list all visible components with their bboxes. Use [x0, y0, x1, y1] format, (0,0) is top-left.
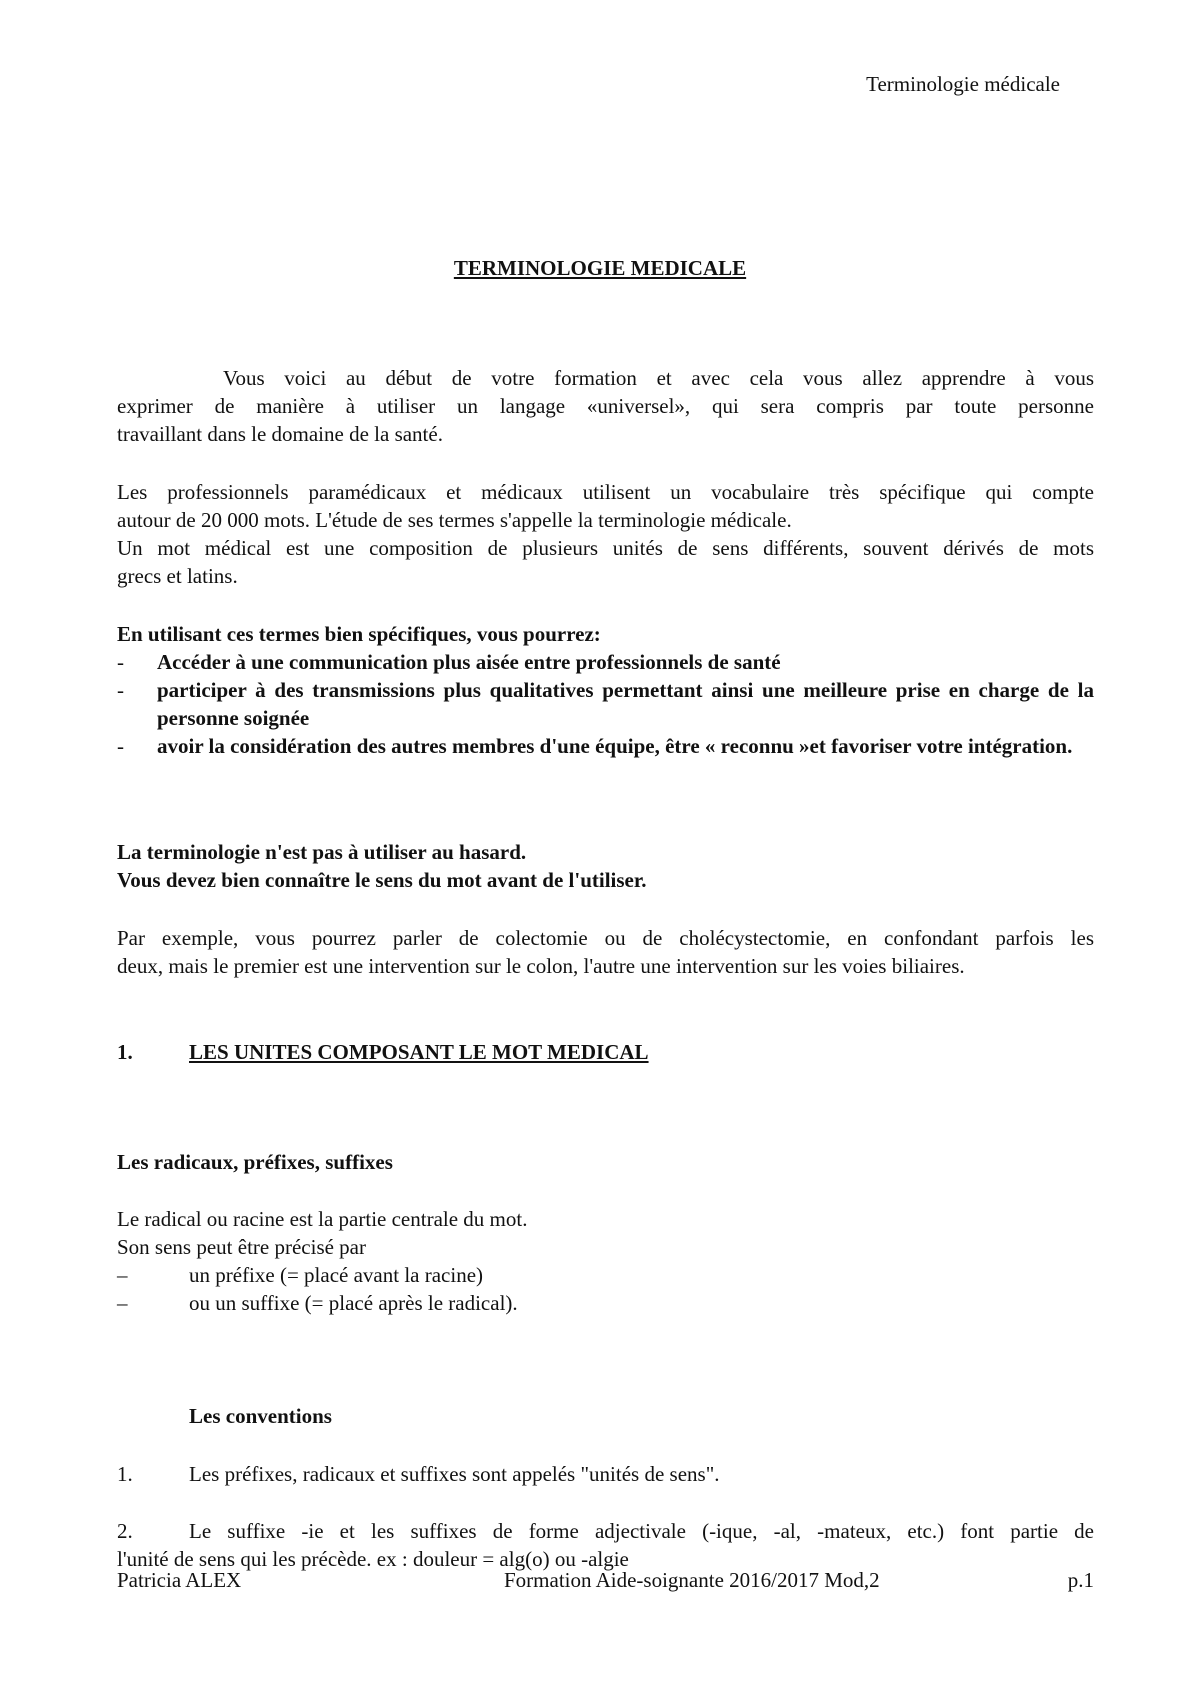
- section-title: LES UNITES COMPOSANT LE MOT MEDICAL: [189, 1040, 649, 1064]
- warning-block: [117, 838, 1094, 894]
- document-title: TERMINOLOGIE MEDICALE: [453, 256, 747, 280]
- benefits-list: [117, 648, 1094, 760]
- warning-line: Vous devez bien connaître le sens du mot avant de l'utiliser.: [117, 868, 647, 892]
- vocabulary-line: Un mot médical est une composition de plusieurs unités de sens différents, souvent dérivés de mots: [117, 536, 1094, 560]
- vocabulary-line: Les professionnels paramédicaux et médicaux utilisent un vocabulaire très spécifique qui compte: [117, 480, 1094, 504]
- list-item: [117, 732, 1094, 760]
- vocabulary-line: grecs et latins.: [117, 564, 238, 588]
- section-number: 1.: [117, 1040, 133, 1064]
- vocabulary-paragraph: [117, 478, 1094, 590]
- example-paragraph: [117, 924, 1094, 980]
- intro-paragraph: [117, 364, 1094, 448]
- list-item: [117, 676, 1094, 732]
- radical-line: Le radical ou racine est la partie centrale du mot.: [117, 1207, 528, 1231]
- convention-number: 1.: [117, 1462, 133, 1486]
- warning-line: La terminologie n'est pas à utiliser au hasard.: [117, 840, 527, 864]
- example-line: Par exemple, vous pourrez parler de colectomie ou de cholécystectomie, en confondant parfois les: [117, 926, 1094, 950]
- benefits-block: [117, 620, 1094, 760]
- convention-number: 2.: [117, 1519, 133, 1543]
- intro-line: travaillant dans le domaine de la santé.: [117, 422, 443, 446]
- running-header: Terminologie médicale: [866, 72, 1060, 96]
- list-item-text: ou un suffixe (= placé après le radical).: [189, 1291, 518, 1315]
- footer-author: Patricia ALEX: [117, 1568, 242, 1592]
- convention-text: l'unité de sens qui les précède. ex : douleur = alg(o) ou -algie: [117, 1547, 629, 1571]
- benefits-lead: En utilisant ces termes bien spécifiques, vous pourrez:: [117, 622, 601, 646]
- footer-course: Formation Aide-soignante 2016/2017 Mod,2: [504, 1568, 880, 1592]
- footer-page-number: p.1: [1067, 1568, 1094, 1592]
- subsection-heading: Les conventions: [189, 1404, 332, 1428]
- vocabulary-line: autour de 20 000 mots. L'étude de ses termes s'appelle la terminologie médicale.: [117, 508, 792, 532]
- radical-paragraph: [117, 1205, 1094, 1317]
- convention-item: [117, 1517, 1094, 1573]
- subsection-heading: Les radicaux, préfixes, suffixes: [117, 1150, 393, 1174]
- dash-bullet: -: [117, 678, 124, 702]
- dash-bullet: –: [117, 1263, 128, 1287]
- intro-line: Vous voici au début de votre formation et avec cela vous allez apprendre à vous: [223, 366, 1094, 390]
- dash-bullet: -: [117, 734, 124, 758]
- convention-text: Les préfixes, radicaux et suffixes sont appelés "unités de sens".: [189, 1462, 720, 1486]
- dash-bullet: -: [117, 650, 124, 674]
- list-item-text: participer à des transmissions plus qualitatives permettant ainsi une meilleure prise en charge de la personne soignée: [157, 678, 1094, 730]
- list-item-text: Accéder à une communication plus aisée entre professionnels de santé: [157, 650, 781, 674]
- list-item: [117, 1289, 1094, 1317]
- convention-text: Le suffixe -ie et les suffixes de forme adjectivale (-ique, -al, -mateux, etc.) font partie de: [189, 1519, 1094, 1543]
- convention-item: [117, 1460, 1094, 1488]
- list-item-text: avoir la considération des autres membres d'une équipe, être « reconnu »et favoriser votre intégration.: [157, 734, 1073, 758]
- example-line: deux, mais le premier est une intervention sur le colon, l'autre une intervention sur les voies biliaires.: [117, 954, 965, 978]
- section-heading: [117, 1040, 649, 1065]
- radical-line: Son sens peut être précisé par: [117, 1235, 366, 1259]
- intro-line: exprimer de manière à utiliser un langage «universel», qui sera compris par toute personne: [117, 394, 1094, 418]
- list-item: [117, 1261, 1094, 1289]
- list-item: [117, 648, 1094, 676]
- list-item-text: un préfixe (= placé avant la racine): [189, 1263, 484, 1287]
- dash-bullet: –: [117, 1291, 128, 1315]
